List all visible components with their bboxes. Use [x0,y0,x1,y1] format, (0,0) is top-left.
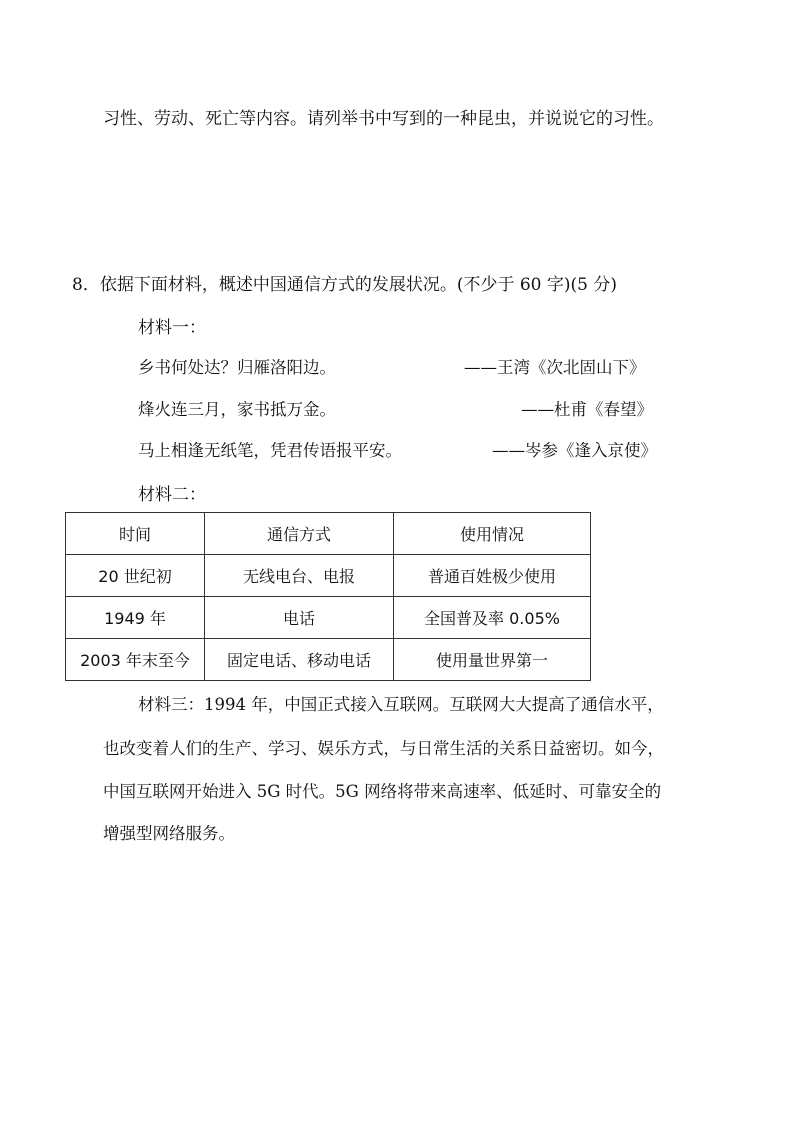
table-cell: 使用量世界第一 [394,639,591,681]
material3-line: 也改变着人们的生产、学习、娱乐方式，与日常生活的关系日益密切。如今， [103,739,664,758]
poem-line: 乡书何处达？归雁洛阳边。 [138,358,336,377]
table-row [66,555,591,597]
table-cell: 固定电话、移动电话 [205,639,394,681]
poem-line: 烽火连三月，家书抵万金。 [138,400,336,419]
table-header: 使用情况 [394,513,591,555]
table-cell: 普通百姓极少使用 [394,555,591,597]
communication-table [65,512,591,681]
table-row [66,639,591,681]
question-number: 8． [72,275,100,295]
poem-source: ——杜甫《春望》 [521,400,653,419]
poem-line: 马上相逢无纸笔，凭君传语报平安。 [138,441,402,460]
table-cell: 1949 年 [66,597,205,639]
material1-heading: 材料一： [138,318,206,338]
question8-prompt [72,274,617,296]
material2-heading: 材料二： [138,485,206,505]
table-row [66,597,591,639]
material3-line: 增强型网络服务。 [103,824,235,843]
table-cell: 电话 [205,597,394,639]
poem-source: ——岑参《逢入京使》 [492,441,657,460]
table-cell: 2003 年末至今 [66,639,205,681]
poem-source: ——王湾《次北固山下》 [464,358,646,377]
table-cell: 20 世纪初 [66,555,205,597]
table-cell: 全国普及率 0.05% [394,597,591,639]
material3-line: 中国互联网开始进入 5G 时代。5G 网络将带来高速率、低延时、可靠安全的 [103,782,662,801]
table-header: 时间 [66,513,205,555]
table-header-row [66,513,591,555]
question7-tail: 习性、劳动、死亡等内容。请列举书中写到的一种昆虫，并说说它的习性。 [103,109,664,129]
question-text: 依据下面材料，概述中国通信方式的发展状况。(不少于 60 字)(5 分) [99,275,618,295]
material3-line: 材料三：1994 年，中国正式接入互联网。互联网大大提高了通信水平， [138,695,664,714]
table-header: 通信方式 [205,513,394,555]
table-cell: 无线电台、电报 [205,555,394,597]
